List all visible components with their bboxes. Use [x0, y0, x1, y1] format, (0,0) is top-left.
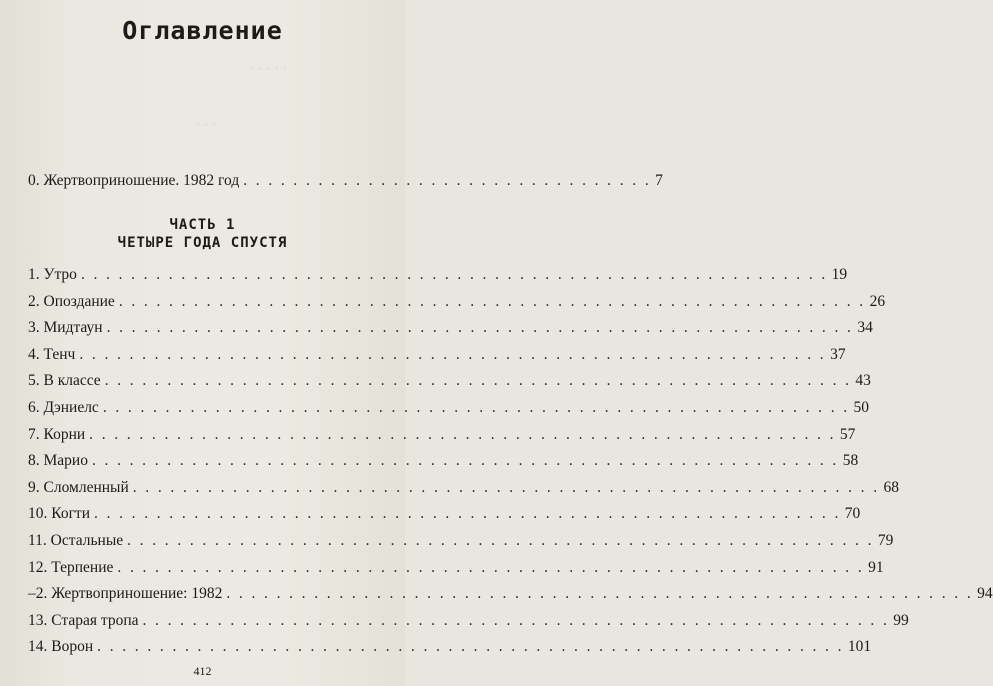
- toc-entry-page: 19: [831, 266, 848, 283]
- toc-entry-label: 4. Тенч: [28, 345, 76, 363]
- toc-entry-label: 14. Ворон: [28, 638, 94, 656]
- page-number: 412: [193, 664, 212, 678]
- leader-dots: . . . . . . . . . . . . . . . . . . . . . . . . . . . . . . . . . . . . . . . . . . . . . . . . . . . . . . . . . . . .: [226, 585, 974, 603]
- leader-dots: . . . . . . . . . . . . . . . . . . . . . . . . . . . . . . . . . . . . . . . . . . . . . . . . . . . . . . . . . . . .: [142, 611, 890, 629]
- leader-dots: . . . . . . . . . . . . . . . . . . . . . . . . . . . . . . . . . . . . . . . . . . . . . . . . . . . . . . . . . . . .: [97, 638, 844, 656]
- part-name: ЧЕТЫРЕ ГОДА СПУСТЯ: [117, 235, 288, 251]
- toc-entry-label: 8. Марио: [28, 452, 88, 470]
- toc-entry-page: 70: [844, 505, 861, 523]
- toc-entry-label: 6. Дэниелс: [28, 399, 99, 416]
- leader-dots: . . . . . . . . . . . . . . . . . . . . . . . . . . . . . . . . . . . . . . . . . . . . . . . . . . . . . . . . . . . .: [132, 478, 880, 496]
- toc-entry[interactable]: [28, 558, 884, 579]
- toc-entry-page: 58: [842, 452, 859, 470]
- leader-dots: . . . . . . . . . . . . . . . . . . . . . . . . . . . . . . . . . . . . . . . . . . . . . . . . . . . . . . . . . . . .: [89, 425, 836, 443]
- toc-entry-page: 34: [857, 319, 873, 337]
- toc-entry-label: 2. Опоздание: [28, 292, 115, 310]
- leader-dots: . . . . . . . . . . . . . . . . . . . . . . . . . . . . . . . . . . . . . . . . . . . . . . . . . . . . . . . . . . . .: [79, 345, 827, 363]
- part-number: ЧАСТЬ 1: [169, 217, 236, 233]
- toc-entry-label: 12. Терпение: [28, 558, 114, 576]
- toc-entry-page: 50: [853, 399, 870, 416]
- leader-dots: . . . . . . . . . . . . . . . . . . . . . . . . . . . . . . . . . . . . . . . . . . . . . . . . . . . . . . . . . . . .: [117, 558, 865, 576]
- toc-entry-label: 5. В классе: [28, 372, 101, 390]
- toc-entry-page: 101: [847, 638, 872, 656]
- leader-dots: . . . . . . . . . . . . . . . . . . . . . . . . . . . . . . . . . . . . . . . . . . . . . . . . . . . . . . . . . . . .: [118, 292, 866, 310]
- toc-entry-page: 37: [830, 345, 846, 363]
- bleed-through-text: · · ·: [196, 118, 217, 133]
- toc-entry-label: 9. Сломленный: [28, 478, 129, 496]
- toc-entry[interactable]: [28, 372, 871, 392]
- toc-entry-label: –2. Жертвоприношение: 1982: [28, 585, 223, 603]
- toc-entry[interactable]: [28, 452, 859, 472]
- toc-entry-label: 13. Старая тропа: [28, 611, 139, 629]
- toc-entry-page: 57: [839, 425, 856, 443]
- toc-entry[interactable]: [28, 505, 861, 525]
- leader-dots: . . . . . . . . . . . . . . . . . . . . . . . . . . . . . . . . . . . . . . . . . . . . . . . . . . . . . . . . . . . .: [102, 399, 850, 416]
- toc-entry[interactable]: [28, 266, 848, 286]
- toc-entry-page: 99: [893, 611, 909, 629]
- toc-entry-label: 7. Корни: [28, 425, 86, 443]
- leader-dots: . . . . . . . . . . . . . . . . . . . . . . . . . . . . . . . . . . . . . . . . . . . . . . . . . . . . . . . . . . . .: [80, 266, 828, 283]
- toc-entry[interactable]: [28, 399, 870, 419]
- leader-dots: . . . . . . . . . . . . . . . . . . . . . . . . . . . . . . . . . . . . . . . . . . . . . . . . . . . . . . . . . . . .: [94, 505, 841, 523]
- toc-entry-prologue[interactable]: [28, 172, 663, 192]
- toc-entry-label: 3. Мидтаун: [28, 319, 103, 337]
- toc-entry-page: 91: [868, 558, 884, 576]
- toc-entry-page: 7: [655, 172, 663, 189]
- toc-entry[interactable]: [28, 611, 909, 632]
- toc-entry[interactable]: [28, 425, 856, 446]
- toc-entry[interactable]: [28, 532, 894, 552]
- toc-entry[interactable]: [28, 319, 873, 339]
- leader-dots: . . . . . . . . . . . . . . . . . . . . . . . . . . . . . . . . . . . . . . . . . . . . . . . . . . . . . . . . . . . .: [91, 452, 839, 470]
- toc-entry-label: 11. Остальные: [28, 532, 124, 549]
- part-heading: [0, 216, 405, 252]
- page-title: Оглавление: [122, 16, 283, 45]
- toc-entry-page: 26: [869, 292, 886, 310]
- toc-entry[interactable]: [28, 478, 899, 499]
- toc-entry-page: 94: [977, 585, 993, 603]
- leader-dots: . . . . . . . . . . . . . . . . . . . . . . . . . . . . . . . . . . . . . . . . . . . . . . . . . . . . . . . . . . . .: [127, 532, 874, 549]
- leader-dots: . . . . . . . . . . . . . . . . . . . . . . . . . . . . . . . . .: [243, 172, 652, 189]
- toc-entry[interactable]: [28, 638, 872, 658]
- toc-entry-label: 1. Утро: [28, 266, 77, 283]
- toc-entry-page: 79: [877, 532, 894, 549]
- toc-entry[interactable]: [28, 345, 846, 366]
- bleed-through-text: · · · · ·: [250, 62, 288, 77]
- leader-dots: . . . . . . . . . . . . . . . . . . . . . . . . . . . . . . . . . . . . . . . . . . . . . . . . . . . . . . . . . . . .: [106, 319, 854, 337]
- toc-entry-label: 0. Жертвоприношение. 1982 год: [28, 172, 240, 189]
- toc-entry-page: 68: [883, 478, 899, 496]
- toc-entry[interactable]: [28, 585, 993, 605]
- toc-entry[interactable]: [28, 292, 886, 313]
- toc-entry-label: 10. Когти: [28, 505, 90, 523]
- toc-entry-page: 43: [855, 372, 871, 390]
- leader-dots: . . . . . . . . . . . . . . . . . . . . . . . . . . . . . . . . . . . . . . . . . . . . . . . . . . . . . . . . . . . .: [104, 372, 852, 390]
